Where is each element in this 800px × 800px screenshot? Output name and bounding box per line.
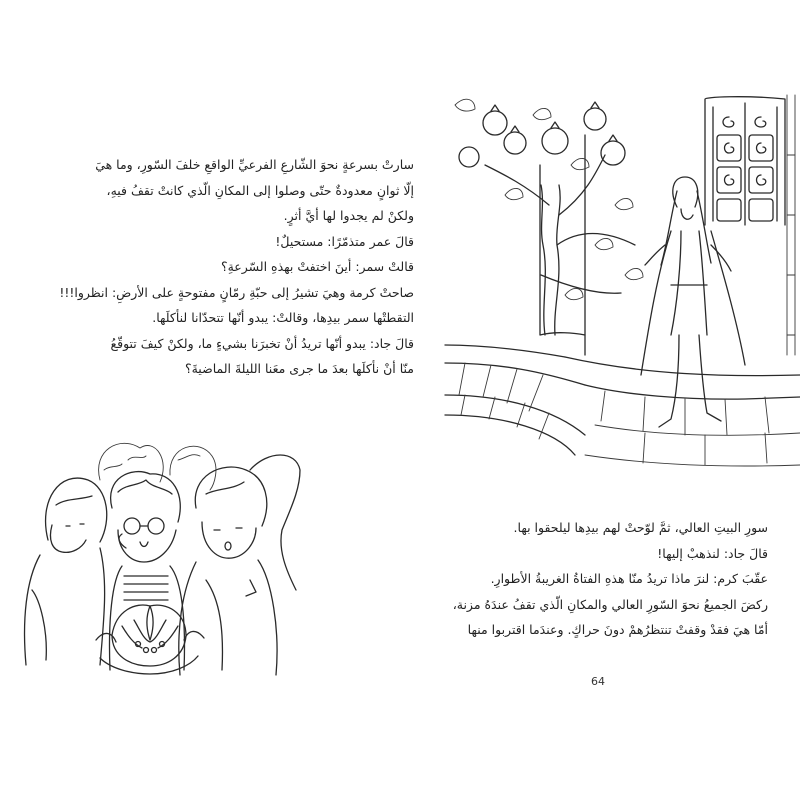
children-group-illustration xyxy=(0,430,300,690)
paragraph: عقّبَ كرم: لنرَ ماذا تريدُ منّا هذهِ الفتاةُ الغريبةُ الأطوارِ. xyxy=(490,571,768,586)
paragraph: أمّا هيَ فقدْ وقفتْ تنتظرُهمْ دونَ حراكٍ. وعندَما اقتربوا منها xyxy=(467,622,768,637)
paragraph: سارتْ بسرعةٍ نحوَ الشّارعِ الفرعيِّ الواقعِ خلفَ السّورِ، وما هيَ xyxy=(95,157,414,172)
paragraph: قالتْ سمر: أينَ اختفتْ بهذهِ السّرعةِ؟ xyxy=(220,259,414,274)
paragraph: ركضَ الجميعُ نحوَ السّورِ العالي والمكانِ الّذي تقفُ عندَهُ مزنة، xyxy=(452,596,768,612)
woman-at-gate-illustration xyxy=(445,95,800,475)
paragraph: سورِ البيتِ العالي، ثمَّ لوّحتْ لهم بيدِها ليلحقوا بها. xyxy=(513,520,768,535)
page-number: 64 xyxy=(591,675,605,688)
paragraph: ولكنْ لم يجدوا لها أيَّ أثرٍ. xyxy=(283,208,414,223)
paragraph: التقطتْها سمر بيدِها، وقالتْ: يبدو أنّها تتحدّانا لنأكلَها. xyxy=(152,310,414,325)
paragraph: إلّا ثوانٍ معدودةٌ حتّى وصلوا إلى المكانِ الّذي كانتْ تقفُ فيهِ، xyxy=(106,182,414,198)
right-page-text xyxy=(400,515,768,643)
left-page-text xyxy=(6,152,414,382)
paragraph: صاحتْ كرمة وهيَ تشيرُ إلى حبّةِ رمّانٍ مفتوحةٍ على الأرضِ: انظروا!!! xyxy=(59,284,414,300)
right-page xyxy=(400,0,800,800)
paragraph: قالَ جاد: يبدو أنّها تريدُ أنْ تخبرَنا بشيءٍ ما، ولكنْ كيفَ تتوقّعُ xyxy=(110,335,414,351)
paragraph: قالَ عمر متذمّرًا: مستحيلٌ! xyxy=(275,233,414,249)
paragraph: منّا أنْ نأكلَها بعدَ ما جرى معَنا الليلةَ الماضيةَ؟ xyxy=(184,361,414,376)
paragraph: قالَ جاد: لنذهبْ إليها! xyxy=(657,545,768,561)
